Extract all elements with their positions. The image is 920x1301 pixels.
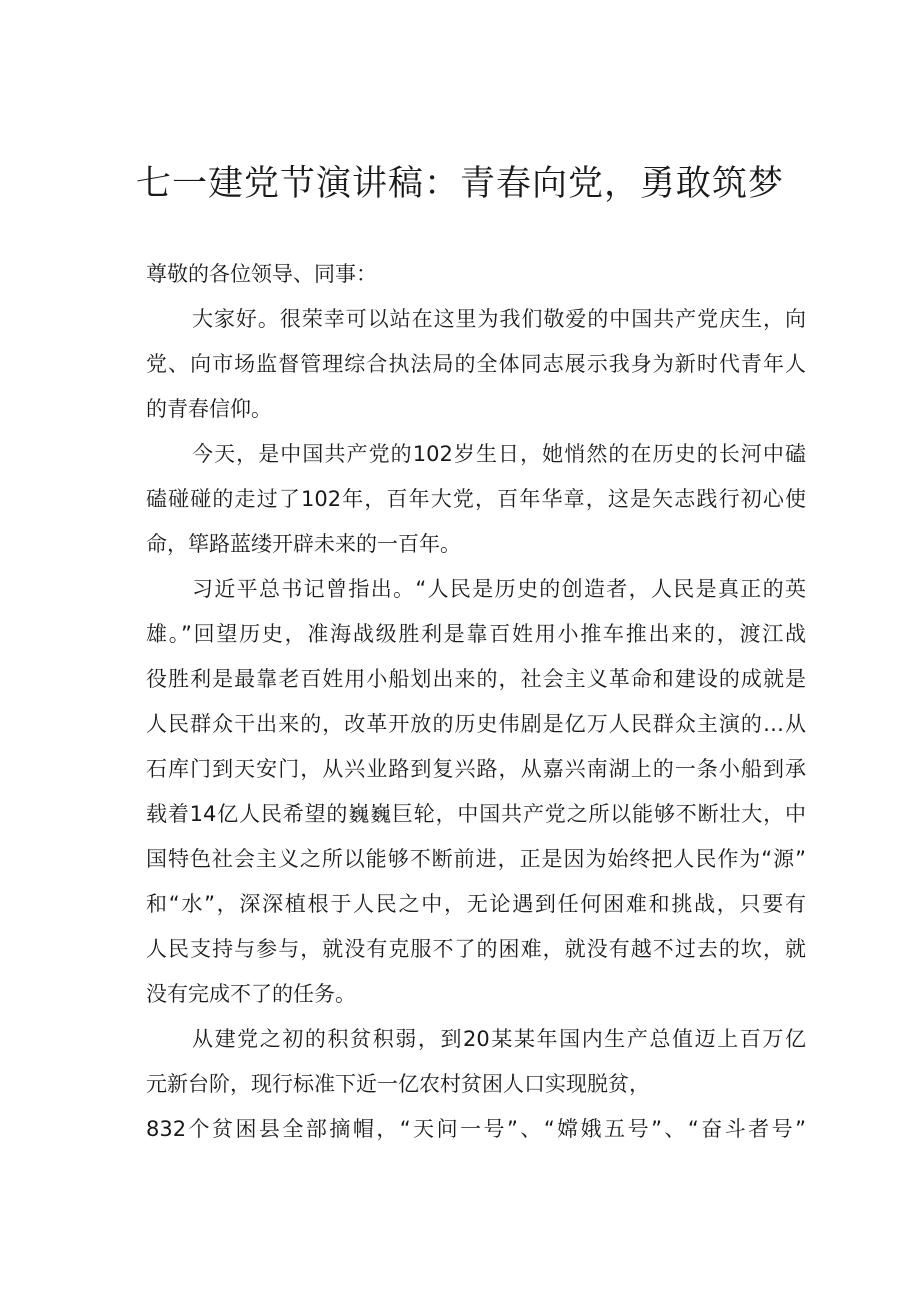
paragraph-line: 载着14亿人民希望的巍巍巨轮，中国共产党之所以能够不断壮大，中 [146,802,806,826]
paragraph-line: 磕碰碰的走过了102年，百年大党，百年华章，这是矢志践行初心使 [146,487,806,511]
paragraph-line: 习近平总书记曾指出。“人民是历史的创造者，人民是真正的英 [192,577,806,601]
paragraph-line: 国特色社会主义之所以能够不断前进，正是因为始终把人民作为“源” [146,847,806,871]
paragraph-line: 没有完成不了的任务。 [146,982,356,1006]
paragraph-line: 命，筚路蓝缕开辟未来的一百年。 [146,532,461,556]
paragraph-line: 元新台阶，现行标准下近一亿农村贫困人口实现脱贫， [146,1072,650,1096]
paragraph-4 [146,1017,806,1152]
paragraph-line: 832个贫困县全部摘帽，“天问一号”、“嫦娥五号”、“奋斗者号” [146,1117,806,1141]
document-body [146,252,806,1152]
salutation: 尊敬的各位领导、同事： [146,262,377,286]
paragraph-line: 和“水”，深深植根于人民之中，无论遇到任何困难和挑战，只要有 [146,892,806,916]
paragraph-line: 石库门到天安门，从兴业路到复兴路，从嘉兴南湖上的一条小船到承 [146,757,806,781]
paragraph-line: 党、向市场监督管理综合执法局的全体同志展示我身为新时代青年人 [146,352,806,376]
paragraph-line: 人民支持与参与，就没有克服不了的困难，就没有越不过去的坎，就 [146,937,806,961]
paragraph-line: 雄。”回望历史，准海战级胜利是靠百姓用小推车推出来的，渡江战 [146,622,806,646]
paragraph-3 [146,567,806,1017]
paragraph-line: 的青春信仰。 [146,397,272,421]
paragraph-line: 从建党之初的积贫积弱，到20某某年国内生产总值迈上百万亿 [192,1027,806,1051]
paragraph-line: 役胜利是最靠老百姓用小船划出来的，社会主义革命和建设的成就是 [146,667,806,691]
paragraph-2 [146,432,806,567]
paragraph-line: 今天，是中国共产党的102岁生日，她悄然的在历史的长河中磕 [192,442,806,466]
document-title: 七一建党节演讲稿：青春向党，勇敢筑梦 [135,164,784,204]
paragraph-line: 大家好。很荣幸可以站在这里为我们敬爱的中国共产党庆生，向 [192,307,806,331]
paragraph-line: 人民群众干出来的，改革开放的历史伟剧是亿万人民群众主演的…从 [146,712,806,736]
paragraph-1 [146,297,806,432]
